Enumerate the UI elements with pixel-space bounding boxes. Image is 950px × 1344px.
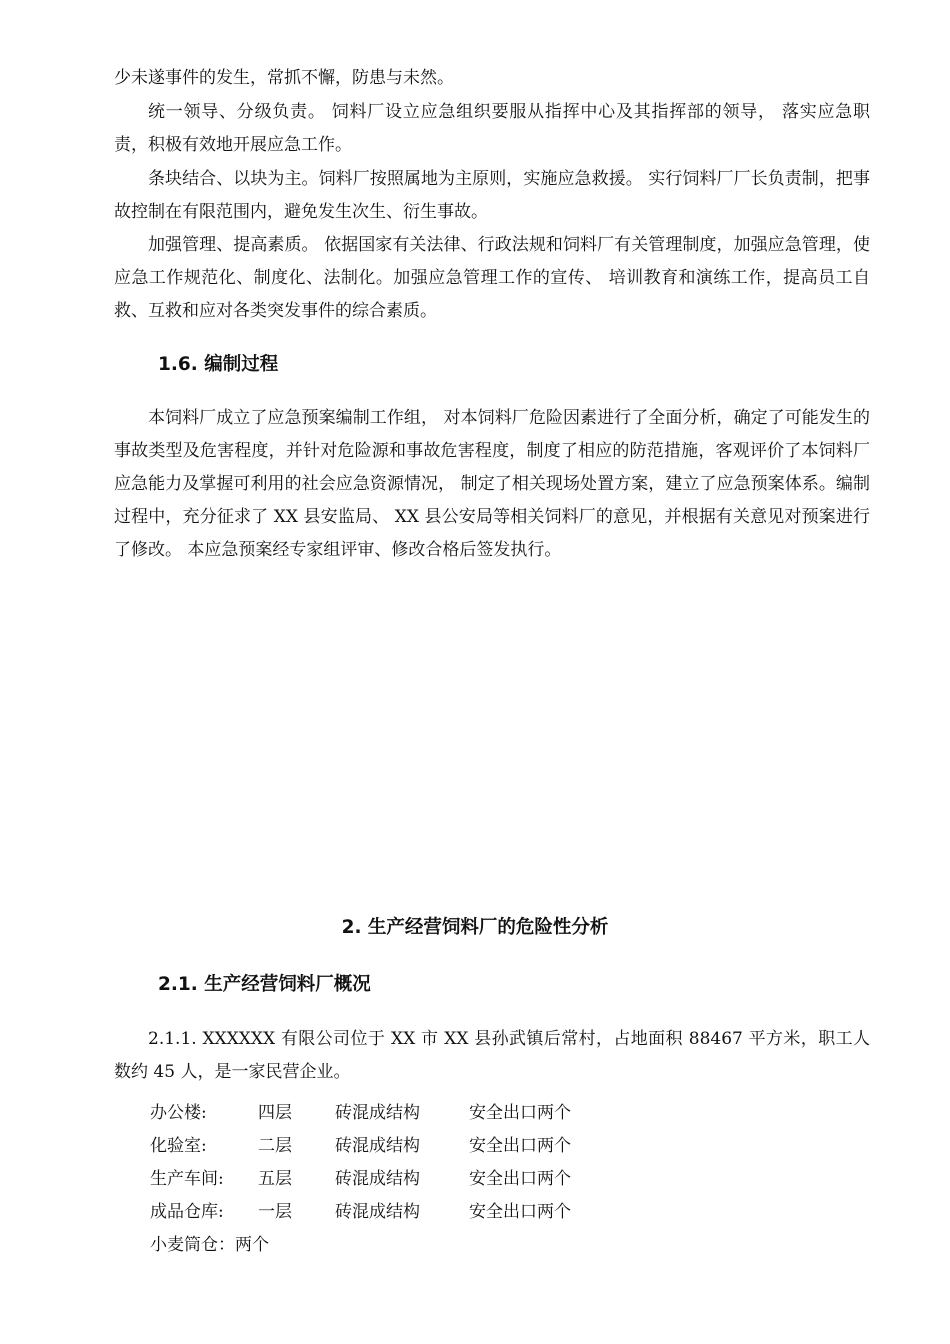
building-floors: 一层 <box>258 1202 292 1222</box>
building-name: 办公楼: <box>150 1103 207 1123</box>
paragraph-compilation-process: 本饲料厂成立了应急预案编制工作组， 对本饲料厂危险因素进行了全面分析，确定了可能发生的事故类型及危害程度，并针对危险源和事故危害程度，制度了相应的防范措施，客观评价了本饲料厂应急能力及掌握可利用的社会应急资源情况， 制定了相关现场处置方案，建立了应急预案体系。编制过程中，充分征求了 XX 县安监局、 XX 县公安局等相关饲料厂的意见，并根据有关意见对预案进行了修改。 本应急预案经专家组评审、修改合格后签发执行。 <box>114 408 870 560</box>
building-structure: 砖混成结构 <box>335 1103 420 1123</box>
building-exits: 安全出口两个 <box>469 1136 571 1156</box>
building-structure: 砖混成结构 <box>335 1136 420 1156</box>
paragraph-continuation: 少未遂事件的发生，常抓不懈，防患与未然。 <box>114 68 454 88</box>
building-exits: 安全出口两个 <box>469 1202 571 1222</box>
building-name: 生产车间: <box>150 1169 224 1189</box>
building-floors: 四层 <box>258 1103 292 1123</box>
building-structure: 砖混成结构 <box>335 1169 420 1189</box>
building-structure: 砖混成结构 <box>335 1202 420 1222</box>
paragraph-block-combination: 条块结合、以块为主。饲料厂按照属地为主原则，实施应急救援。 实行饲料厂厂长负责制，把事故控制在有限范围内，避免发生次生、衍生事故。 <box>114 169 870 222</box>
section-heading-2-1: 2.1. 生产经营饲料厂概况 <box>158 974 371 995</box>
building-name: 化验室: <box>150 1136 207 1156</box>
paragraph-strengthen-management: 加强管理、提高素质。 依据国家有关法律、行政法规和饲料厂有关管理制度，加强应急管理，使应急工作规范化、制度化、法制化。加强应急管理工作的宣传、 培训教育和演练工作，提高员工自救、互救和应对各类突发事件的综合素质。 <box>114 235 870 321</box>
silo-text: 小麦筒仓：两个 <box>150 1235 269 1255</box>
section-heading-1-6: 1.6. 编制过程 <box>158 354 279 375</box>
building-floors: 二层 <box>258 1136 292 1156</box>
building-exits: 安全出口两个 <box>469 1103 571 1123</box>
paragraph-company-overview: 2.1.1. XXXXXX 有限公司位于 XX 市 XX 县孙武镇后常村，占地面积 88467 平方米，职工人数约 45 人，是一家民营企业。 <box>114 1029 870 1082</box>
building-name: 成品仓库: <box>150 1202 224 1222</box>
chapter-heading-2: 2. 生产经营饲料厂的危险性分析 <box>341 917 609 938</box>
paragraph-unified-leadership: 统一领导、分级负责。 饲料厂设立应急组织要服从指挥中心及其指挥部的领导， 落实应急职责，积极有效地开展应急工作。 <box>114 102 870 155</box>
building-exits: 安全出口两个 <box>469 1169 571 1189</box>
building-floors: 五层 <box>258 1169 292 1189</box>
